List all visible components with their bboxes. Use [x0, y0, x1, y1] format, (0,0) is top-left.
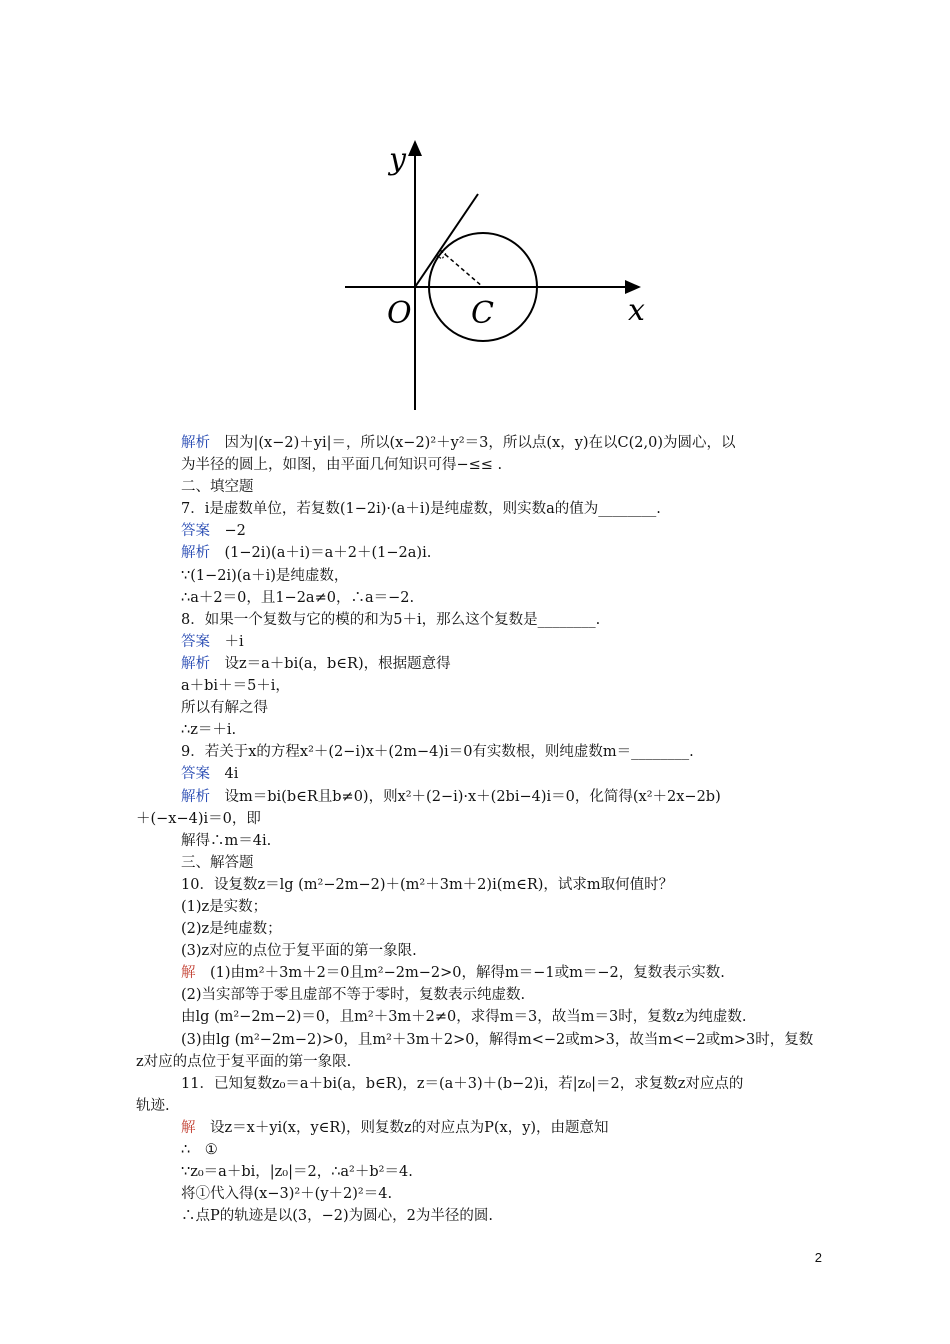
coordinate-figure: [343, 125, 673, 413]
line-text: ∴a＋2＝0，且1−2a≠0，∴a＝−2.: [181, 589, 415, 606]
text-line: [136, 697, 816, 719]
x-axis-arrow: [625, 280, 641, 294]
text-line: [136, 918, 816, 940]
text-line: [136, 1073, 816, 1095]
text-line: [136, 476, 816, 498]
y-label: y: [389, 142, 406, 177]
section-label: 解: [181, 1119, 196, 1136]
line-text: ＋i: [210, 633, 244, 650]
text-line: [136, 874, 816, 896]
line-text: −2: [210, 523, 246, 540]
text-line: [136, 1183, 816, 1205]
text-line: [136, 940, 816, 962]
line-text: 11．已知复数z₀＝a＋bi(a，b∈R)，z＝(a＋3)＋(b−2)i，若|z₀|＝2，求复数z对应点的: [181, 1075, 744, 1092]
dashed-radius: [440, 250, 483, 287]
line-text: ∵(1−2i)(a＋i)是纯虚数，: [181, 567, 349, 584]
line-text: ＋(−x−4)i＝0，即: [136, 810, 261, 827]
line-text: ∴点P的轨迹是以(3，−2)为圆心，2为半径的圆.: [181, 1208, 494, 1225]
section-label: 解析: [181, 655, 210, 672]
line-text: 将①代入得(x−3)²＋(y＋2)²＝4.: [181, 1186, 393, 1203]
text-line: [136, 587, 816, 609]
text-line: [136, 1205, 816, 1227]
text-line: [136, 786, 816, 808]
line-text: 设z＝x＋yi(x，y∈R)，则复数z的对应点为P(x，y)，由题意知: [195, 1119, 609, 1136]
section-label: 答案: [181, 523, 210, 540]
section-label: 解: [181, 965, 196, 982]
text-line: [136, 984, 816, 1006]
line-text: 7．i是虚数单位，若复数(1−2i)·(a＋i)是纯虚数，则实数a的值为________.: [181, 501, 661, 518]
text-line: [136, 1161, 816, 1183]
line-text: 设z＝a＋bi(a，b∈R)，根据题意得: [210, 655, 451, 672]
text-line: [136, 1051, 816, 1073]
line-text: 10．设复数z＝lg (m²−2m−2)＋(m²＋3m＋2)i(m∈R)，试求m取何值时？: [181, 876, 674, 893]
section-label: 答案: [181, 633, 210, 650]
line-text: 轨迹.: [136, 1097, 170, 1114]
circle-tangent-diagram: [343, 125, 673, 413]
line-text: (1)由m²＋3m＋2＝0且m²−2m−2>0，解得m＝−1或m＝−2，复数表示实数.: [195, 965, 725, 982]
section-label: 解析: [181, 545, 210, 562]
text-line: [136, 808, 816, 830]
text-line: [136, 520, 816, 542]
text-line: [136, 1006, 816, 1028]
section-label: 解析: [181, 788, 210, 805]
solution-text: [136, 432, 816, 1227]
text-line: [136, 719, 816, 741]
line-text: ∴ ①: [181, 1142, 218, 1158]
text-line: [136, 432, 816, 454]
text-line: [136, 962, 816, 984]
y-axis-arrow: [408, 140, 422, 156]
line-text: z对应的点位于复平面的第一象限.: [136, 1053, 352, 1070]
line-text: 8．如果一个复数与它的模的和为5＋i，那么这个复数是________.: [181, 611, 601, 628]
text-line: [136, 763, 816, 785]
line-text: (2)z是纯虚数；: [181, 921, 282, 938]
text-line: [136, 1029, 816, 1051]
line-text: 二、填空题: [181, 479, 254, 496]
line-text: 为半径的圆上，如图，由平面几何知识可得−≤≤ .: [181, 457, 503, 474]
text-line: [136, 653, 816, 675]
line-text: 因为|(x−2)＋yi|＝，所以(x−2)²＋y²＝3，所以点(x，y)在以C(2,0)为圆心，以: [210, 435, 736, 451]
text-line: [136, 830, 816, 852]
center-label: C: [471, 296, 494, 331]
line-text: a＋bi＋＝5＋i，: [181, 678, 290, 695]
line-text: ∴z＝＋i.: [181, 722, 237, 739]
line-text: ∵z₀＝a＋bi，|z₀|＝2，∴a²＋b²＝4.: [181, 1164, 413, 1181]
section-label: 答案: [181, 766, 210, 783]
text-line: [136, 1117, 816, 1139]
text-line: [136, 675, 816, 697]
line-text: 解得∴m＝4i.: [181, 832, 272, 849]
text-line: [136, 852, 816, 874]
line-text: (3)由lg (m²−2m−2)>0，且m²＋3m＋2>0，解得m<−2或m>3，故当m<−2或m>3时，复数: [181, 1031, 814, 1048]
line-text: 三、解答题: [181, 854, 254, 871]
line-text: (2)当实部等于零且虚部不等于零时，复数表示纯虚数.: [181, 987, 526, 1004]
text-line: [136, 741, 816, 763]
text-line: [136, 896, 816, 918]
x-label: x: [628, 293, 645, 328]
line-text: 9．若关于x的方程x²＋(2−i)x＋(2m−4)i＝0有实数根，则纯虚数m＝________.: [181, 744, 694, 761]
line-text: 4i: [210, 766, 239, 783]
text-line: [136, 542, 816, 564]
section-label: 解析: [181, 435, 210, 451]
line-text: (3)z对应的点位于复平面的第一象限.: [181, 943, 417, 960]
text-line: [136, 565, 816, 587]
text-line: [136, 1139, 816, 1161]
text-line: [136, 609, 816, 631]
page-number: 2: [814, 1250, 822, 1265]
line-text: 所以有解之得: [181, 700, 268, 717]
text-line: [136, 631, 816, 653]
line-text: (1)z是实数；: [181, 898, 268, 915]
tangent-line: [415, 194, 478, 287]
text-line: [136, 1095, 816, 1117]
line-text: 设m＝bi(b∈R且b≠0)，则x²＋(2−i)·x＋(2bi−4)i＝0，化简得(x²＋2x−2b): [210, 788, 721, 805]
line-text: (1−2i)(a＋i)＝a＋2＋(1−2a)i.: [210, 545, 432, 562]
text-line: [136, 454, 816, 476]
line-text: 由lg (m²−2m−2)＝0，且m²＋3m＋2≠0，求得m＝3，故当m＝3时，复数z为纯虚数.: [181, 1009, 747, 1026]
text-line: [136, 498, 816, 520]
origin-label: O: [387, 296, 412, 331]
